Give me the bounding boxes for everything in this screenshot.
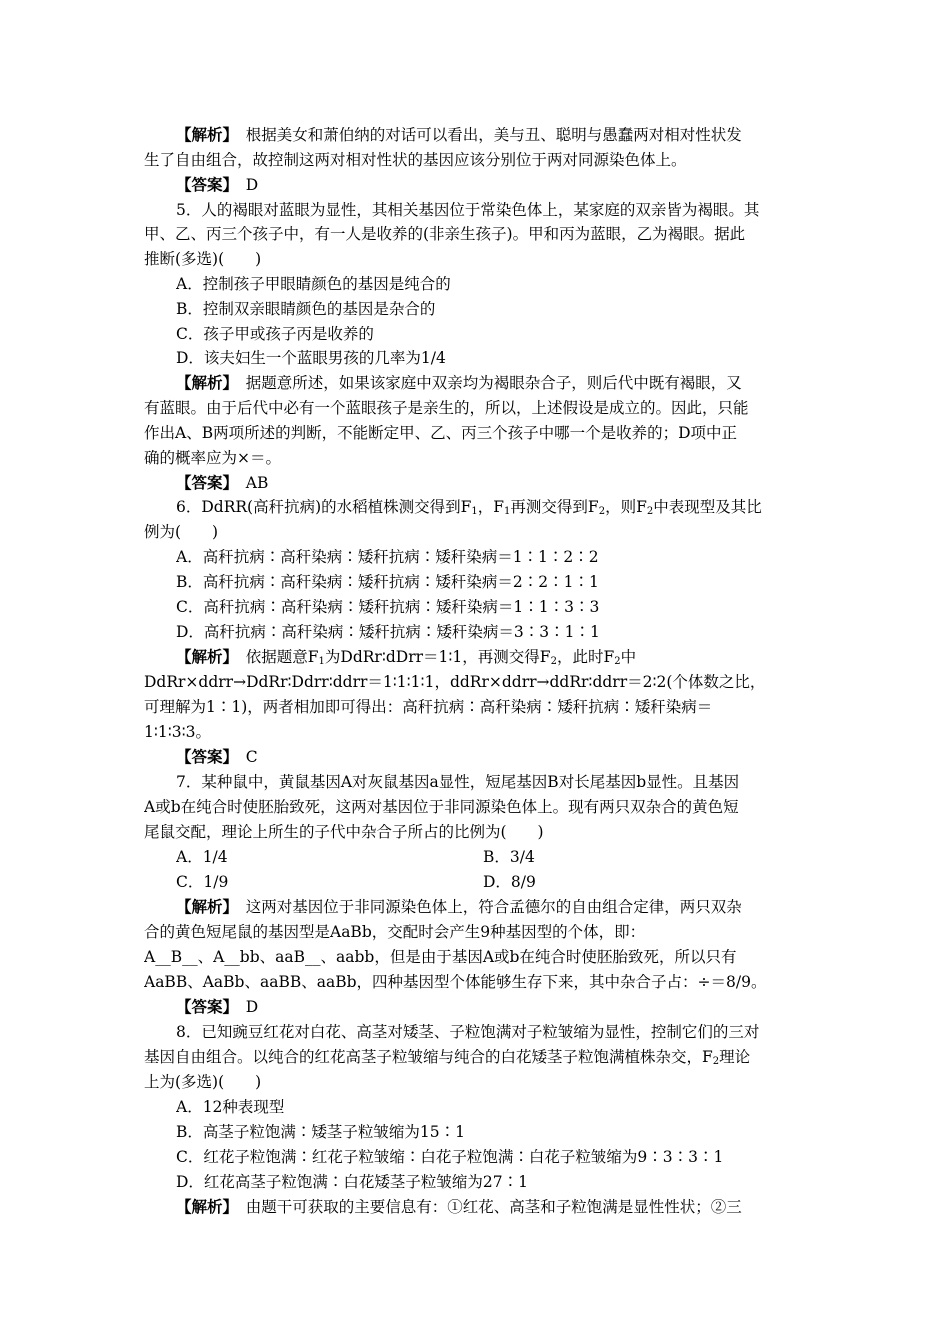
text-line [144, 970, 808, 995]
text-run: ，此时F [556, 648, 615, 666]
subscript: 2 [614, 656, 621, 667]
text-run: C．高秆抗病∶高秆染病∶矮秆抗病∶矮秆染病＝1∶1∶3∶3 [176, 598, 600, 616]
answer-line [176, 995, 808, 1020]
text-line [144, 396, 808, 421]
analysis-line [176, 645, 808, 670]
analysis-line [176, 1195, 808, 1220]
text-run: B．高茎子粒饱满∶矮茎子粒皱缩为15∶1 [176, 1123, 465, 1141]
text-run: ，则F [605, 498, 647, 516]
option-d [483, 870, 783, 895]
text-line [144, 148, 808, 173]
option-c [176, 870, 476, 895]
question-5 [176, 198, 808, 223]
text-run: 8．已知豌豆红花对白花、高茎对矮茎、子粒饱满对子粒皱缩为显性，控制它们的三对 [176, 1023, 760, 1041]
text-run: AaBB、AaBb、aaBB、aaBb，四种基因型个体能够生存下来，其中杂合子占：÷＝8/9。 [144, 973, 767, 991]
text-run: A．12种表现型 [176, 1098, 285, 1116]
text-run: 6．DdRR(高秆抗病)的水稻植株测交得到F [176, 498, 472, 516]
text-line [144, 446, 808, 471]
question-6 [176, 495, 808, 520]
option-a [176, 1095, 808, 1120]
text-line [176, 123, 808, 148]
text-line [144, 720, 808, 745]
text-run: 5．人的褐眼对蓝眼为显性，其相关基因位于常染色体上，某家庭的双亲皆为褐眼。其 [176, 201, 760, 219]
section-label: 【答案】 [176, 473, 231, 492]
text-run: 甲、乙、丙三个孩子中，有一人是收养的(非亲生孩子)。甲和丙为蓝眼，乙为褐眼。据此 [144, 225, 746, 243]
option-b [483, 845, 783, 870]
text-run: DdRr×ddrr→DdRr∶Ddrr∶ddrr＝1∶1∶1∶1，ddRr×ddrr→ddRr∶ddrr＝2∶2(个体数之比， [144, 673, 766, 691]
text-run: 上为(多选)( ) [144, 1073, 262, 1091]
text-run: A．1/4 [176, 848, 228, 866]
option-b [176, 297, 808, 322]
text-run: B．3/4 [483, 848, 535, 866]
option-b [176, 570, 808, 595]
text-run: 1∶1∶3∶3。 [144, 723, 212, 741]
question-8 [176, 1020, 808, 1045]
text-run: 理论 [719, 1048, 751, 1066]
text-run: 据题意所述，如果该家庭中双亲均为褐眼杂合子，则后代中既有褐眼，又 [230, 374, 742, 392]
section-label: 【解析】 [176, 647, 231, 666]
text-line [144, 945, 808, 970]
text-run: A或b在纯合时使胚胎致死，这两对基因位于非同源染色体上。现有两只双杂合的黄色短 [144, 798, 739, 816]
option-d [176, 1170, 808, 1195]
text-run: 有蓝眼。由于后代中必有一个蓝眼孩子是亲生的，所以，上述假设是成立的。因此，只能 [144, 399, 749, 417]
text-run: 确的概率应为×＝。 [144, 449, 281, 467]
text-run: B．控制双亲眼睛颜色的基因是杂合的 [176, 300, 436, 318]
text-run: A__B__、A__bb、aaB__、aabb，但是由于基因A或b在纯合时使胚胎致死，所以只有 [144, 948, 737, 966]
text-run: 根据美女和萧伯纳的对话可以看出，美与丑、聪明与愚蠢两对相对性状发 [230, 126, 742, 144]
text-run: A．控制孩子甲眼睛颜色的基因是纯合的 [176, 275, 451, 293]
text-line [144, 1045, 808, 1070]
text-run: D．8/9 [483, 873, 536, 891]
text-run: 作出A、B两项所述的判断，不能断定甲、乙、丙三个孩子中哪一个是收养的；D项中正 [144, 424, 738, 442]
option-c [176, 595, 808, 620]
section-label: 【答案】 [176, 175, 231, 194]
section-label: 【答案】 [176, 997, 231, 1016]
option-a [176, 272, 808, 297]
text-run: 尾鼠交配，理论上所生的子代中杂合子所占的比例为( ) [144, 823, 544, 841]
text-run: D．该夫妇生一个蓝眼男孩的几率为1/4 [176, 349, 446, 367]
text-run: D．高秆抗病∶高秆染病∶矮秆抗病∶矮秆染病＝3∶3∶1∶1 [176, 623, 600, 641]
text-run: 例为( ) [144, 523, 219, 541]
text-line [144, 695, 808, 720]
section-label: 【答案】 [176, 747, 231, 766]
subscript: 2 [550, 656, 557, 667]
text-run: 推断(多选)( ) [144, 250, 262, 268]
text-run: 由题干可获取的主要信息有：①红花、高茎和子粒饱满是显性性状；②三 [230, 1198, 742, 1216]
analysis-line [176, 371, 808, 396]
text-line [144, 670, 808, 695]
text-run: D [230, 998, 259, 1016]
text-run: 中表现型及其比 [653, 498, 762, 516]
text-run: C．1/9 [176, 873, 229, 891]
text-line [144, 920, 808, 945]
text-run: A．高秆抗病∶高秆染病∶矮秆抗病∶矮秆染病＝1∶1∶2∶2 [176, 548, 599, 566]
answer-line [176, 745, 808, 770]
text-run: 再测交得到F [510, 498, 599, 516]
text-run: B．高秆抗病∶高秆染病∶矮秆抗病∶矮秆染病＝2∶2∶1∶1 [176, 573, 599, 591]
text-line [144, 820, 808, 845]
text-run: 基因自由组合。以纯合的红花高茎子粒皱缩与纯合的白花矮茎子粒饱满植株杂交，F [144, 1048, 713, 1066]
answer-line [176, 173, 808, 198]
text-line [144, 421, 808, 446]
option-d [176, 620, 808, 645]
section-label: 【解析】 [176, 373, 231, 392]
text-run: C [230, 748, 258, 766]
analysis-line [176, 895, 808, 920]
answer-line [176, 471, 808, 496]
text-run: 这两对基因位于非同源染色体上，符合孟德尔的自由组合定律，两只双杂 [230, 898, 742, 916]
text-run: C．红花子粒饱满∶红花子粒皱缩∶白花子粒饱满∶白花子粒皱缩为9∶3∶3∶1 [176, 1148, 724, 1166]
text-run: 依据题意F [230, 648, 319, 666]
text-run: 中 [620, 648, 637, 666]
text-run: 7．某种鼠中，黄鼠基因A对灰鼠基因a显性，短尾基因B对长尾基因b显性。且基因 [176, 773, 740, 791]
subscript: 2 [598, 506, 606, 517]
section-label: 【解析】 [176, 1197, 231, 1216]
option-d [176, 346, 808, 371]
question-7 [176, 770, 808, 795]
option-a [176, 845, 476, 870]
text-run: 生了自由组合，故控制这两对相对性状的基因应该分别位于两对同源染色体上。 [144, 151, 687, 169]
text-run: D [230, 176, 259, 194]
section-label: 【解析】 [176, 125, 231, 144]
subscript: 1 [318, 656, 325, 667]
text-line [144, 1070, 808, 1095]
text-line [144, 247, 808, 272]
option-b [176, 1120, 808, 1145]
subscript: 2 [712, 1056, 720, 1067]
text-line [144, 795, 808, 820]
text-run: 为DdRr∶dDrr＝1∶1，再测交得F [324, 648, 551, 666]
text-run: 合的黄色短尾鼠的基因型是AaBb，交配时会产生9种基因型的个体，即： [144, 923, 646, 941]
text-run: AB [230, 474, 269, 492]
option-c [176, 1145, 808, 1170]
text-run: 可理解为1∶1)，两者相加即可得出：高秆抗病∶高秆染病∶矮秆抗病∶矮秆染病＝ [144, 698, 713, 716]
option-c [176, 322, 808, 347]
option-a [176, 545, 808, 570]
subscript: 1 [504, 506, 511, 517]
section-label: 【解析】 [176, 897, 231, 916]
text-run: D．红花高茎子粒饱满∶白花矮茎子粒皱缩为27∶1 [176, 1173, 529, 1191]
text-line [144, 520, 808, 545]
subscript: 1 [471, 506, 478, 517]
text-run: C．孩子甲或孩子丙是收养的 [176, 325, 374, 343]
text-run: ，F [477, 498, 505, 516]
text-line [144, 222, 808, 247]
subscript: 2 [646, 506, 654, 517]
